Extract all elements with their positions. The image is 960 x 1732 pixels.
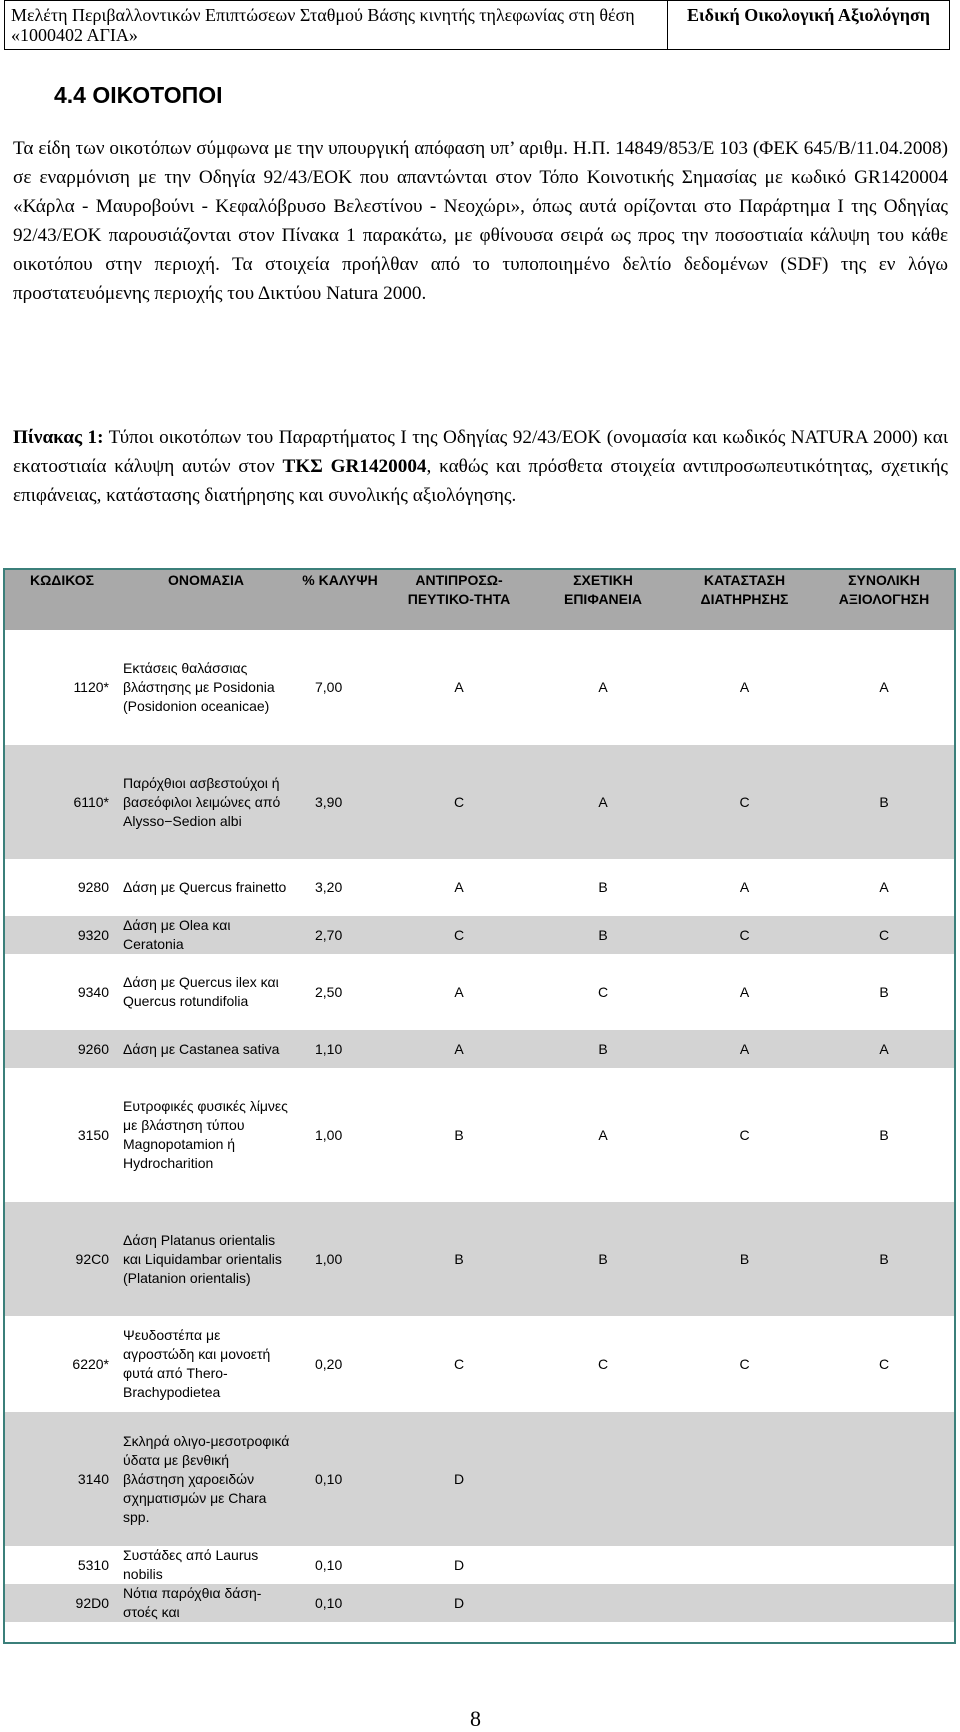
cell-cover: 0,10 (315, 1556, 343, 1573)
cell-relative-surface: B (531, 916, 675, 954)
table-row (5, 1068, 954, 1202)
col-header-representativity: ΑΝΤΙΠΡΟΣΩ-ΠΕΥΤΙΚΟ-ΤΗΤΑ (387, 570, 531, 630)
cell-name: Δάση με Quercus ilex και Quercus rotundifolia (123, 974, 279, 1009)
cell-code: 6220* (72, 1355, 109, 1372)
cell-representativity: A (454, 983, 464, 1000)
cell-representativity: C (387, 745, 531, 859)
cell-code: 9340 (77, 983, 109, 1000)
cell-code: 5310 (77, 1556, 109, 1573)
cell-conservation: A (739, 879, 750, 895)
cell-representativity: D (387, 1412, 531, 1546)
cell-conservation: C (675, 916, 814, 954)
cell-global (814, 1546, 954, 1584)
cell-conservation (675, 1584, 814, 1622)
table-row (5, 1412, 954, 1546)
cell-global (814, 1412, 954, 1546)
table-row (5, 1316, 954, 1412)
table-caption (13, 423, 948, 510)
cell-code: 3140 (5, 1412, 119, 1546)
section-title: 4.4 ΟΙΚΟΤΟΠΟΙ (54, 82, 223, 108)
cell-global: B (879, 1126, 889, 1143)
cell-relative-surface: A (598, 1126, 608, 1143)
cell-global: B (879, 983, 889, 1000)
cell-representativity: A (387, 1030, 531, 1068)
cell-relative-surface: B (531, 1030, 675, 1068)
cell-name: Δάση με Olea και Ceratonia (119, 916, 293, 954)
cell-name: Νότια παρόχθια δάση-στοές και (119, 1584, 293, 1622)
col-header-conservation: ΚΑΤΑΣΤΑΣΗ ΔΙΑΤΗΡΗΣΗΣ (675, 570, 814, 630)
col-header-name: ΟΝΟΜΑΣΙΑ (119, 570, 293, 630)
table-row (5, 859, 954, 916)
caption-text-before: Τύποι οικοτόπων του Παραρτήματος Ι της Οδηγίας 92/43/ΕΟΚ (ονομασία και κωδικός NATURA 2000) και εκατοστιαία κάλυψη αυτών στον (13, 427, 949, 477)
cell-global: B (814, 1202, 954, 1316)
col-header-cover: % ΚΑΛΥΨΗ (293, 570, 387, 630)
cell-cover: 3,20 (315, 879, 343, 895)
cell-global (814, 1584, 954, 1622)
cell-conservation: C (675, 745, 814, 859)
cell-representativity: C (453, 1355, 465, 1372)
cell-code: 92C0 (5, 1202, 119, 1316)
cell-global: C (878, 1355, 890, 1372)
cell-conservation: A (739, 983, 750, 1000)
cell-relative-surface: C (597, 983, 609, 1000)
cell-conservation: C (739, 1355, 750, 1372)
cell-relative-surface (531, 1584, 675, 1622)
cell-global: A (879, 879, 889, 895)
cell-relative-surface (531, 1546, 675, 1584)
table-row (5, 916, 954, 954)
caption-text-after: , καθώς και πρόσθετα στοιχεία αντιπροσωπευτικότητας, σχετικής επιφάνειας, κατάστασης διατήρησης και συνολικής αξιολόγησης. (13, 456, 948, 506)
cell-name: Εκτάσεις θαλάσσιας βλάστησης με Posidonia (Posidonion oceanicae) (123, 660, 275, 714)
cell-representativity: C (387, 916, 531, 954)
cell-relative-surface: A (531, 745, 675, 859)
col-header-code: ΚΩΔΙΚΟΣ (5, 570, 119, 630)
cell-name: Παρόχθιοι ασβεστούχοι ή βασεόφιλοι λειμώνες από Alysso−Sedion albi (119, 745, 293, 859)
table-row (5, 1584, 954, 1622)
habitats-table-frame (3, 568, 956, 1644)
cell-conservation (675, 1546, 814, 1584)
cell-representativity: D (387, 1584, 531, 1622)
cell-conservation (675, 1412, 814, 1546)
cell-name: Σκληρά ολιγο-μεσοτροφικά ύδατα με βενθική βλάστηση χαροειδών σχηματισμών με Chara spp. (119, 1412, 293, 1546)
cell-relative-surface: C (597, 1355, 609, 1372)
cell-cover: 1,00 (315, 1126, 343, 1143)
cell-code: 9320 (5, 916, 119, 954)
table-row (5, 745, 954, 859)
cell-name: Δάση Platanus orientalis και Liquidambar orientalis (Platanion orientalis) (119, 1202, 293, 1316)
cell-cover: 7,00 (315, 679, 343, 695)
header-section-label: Ειδική Οικολογική Αξιολόγηση (687, 5, 930, 25)
cell-global: C (814, 916, 954, 954)
cell-cover: 0,10 (293, 1584, 387, 1622)
cell-conservation: B (675, 1202, 814, 1316)
cell-cover: 2,70 (293, 916, 387, 954)
cell-global: A (814, 1030, 954, 1068)
cell-relative-surface: A (598, 679, 608, 695)
header-document-title: Μελέτη Περιβαλλοντικών Επιπτώσεων Σταθμού Βάσης κινητής τηλεφωνίας στη θέση «1000402 ΑΓΙΑ» (5, 1, 668, 49)
cell-code: 9260 (5, 1030, 119, 1068)
col-header-relative-surface: ΣΧΕΤΙΚΗ ΕΠΙΦΑΝΕΙΑ (531, 570, 675, 630)
caption-label: Πίνακας 1: (13, 427, 104, 448)
cell-name: Δάση με Castanea sativa (119, 1030, 293, 1068)
habitats-table (5, 570, 954, 1622)
cell-relative-surface: B (598, 879, 608, 895)
cell-conservation: C (739, 1126, 750, 1143)
cell-relative-surface (531, 1412, 675, 1546)
cell-cover: 1,10 (293, 1030, 387, 1068)
page-number: 8 (470, 1706, 481, 1731)
cell-code: 9280 (77, 879, 109, 895)
cell-conservation: A (739, 679, 750, 695)
table-row (5, 954, 954, 1030)
cell-representativity: A (454, 879, 464, 895)
cell-global: A (879, 679, 889, 695)
cell-code: 92D0 (5, 1584, 119, 1622)
cell-cover: 0,10 (293, 1412, 387, 1546)
cell-global: B (814, 745, 954, 859)
cell-code: 3150 (77, 1126, 109, 1143)
cell-cover: 0,20 (315, 1355, 343, 1372)
cell-representativity: A (454, 679, 464, 695)
table-row (5, 1030, 954, 1068)
cell-name: Συστάδες από Laurus nobilis (123, 1547, 259, 1582)
page-header (4, 0, 950, 50)
intro-paragraph: Τα είδη των οικοτόπων σύμφωνα με την υπουργική απόφαση υπ’ αριθμ. Η.Π. 14849/853/Ε 103 (ΦΕΚ 645/Β/11.04.2008) σε εναρμόνιση με την Οδηγία 92/43/ΕΟΚ που απαντώνται στον Τόπο Κοινοτικής Σημασίας με κωδικό GR1420004 «Κάρλα - Μαυροβούνι - Κεφαλόβρυσο Βελεστίνου - Νεοχώρι», όπως αυτά ορίζονται στο Παράρτημα Ι της Οδηγίας 92/43/ΕΟΚ παρουσιάζονται στον Πίνακα 1 παρακάτω, με φθίνουσα σειρά ως προς την ποσοστιαία κάλυψη του κάθε οικοτόπου στην περιοχή. Τα στοιχεία προήλθαν από το τυποποιημένο δελτίο δεδομένων (SDF) της εν λόγω προστατευόμενης περιοχής του Δικτύου Natura 2000. (13, 138, 948, 304)
cell-cover: 2,50 (315, 983, 343, 1000)
table-header-row (5, 570, 954, 630)
cell-name: Ευτροφικές φυσικές λίμνες με βλάστηση τύπου Magnopotamion ή Hydrocharition (123, 1098, 288, 1171)
table-row (5, 630, 954, 745)
cell-code: 6110* (5, 745, 119, 859)
caption-site-code: ΤΚΣ GR1420004 (282, 456, 427, 477)
cell-cover: 3,90 (293, 745, 387, 859)
cell-relative-surface: B (531, 1202, 675, 1316)
cell-conservation: A (675, 1030, 814, 1068)
cell-representativity: D (453, 1556, 465, 1573)
cell-code: 1120* (73, 679, 109, 695)
cell-name: Ψευδοστέπα με αγροστώδη και μονοετή φυτά από Thero-Brachypodietea (123, 1327, 271, 1400)
cell-representativity: B (454, 1126, 464, 1143)
cell-name: Δάση με Quercus frainetto (123, 879, 287, 895)
table-row (5, 1546, 954, 1584)
col-header-global: ΣΥΝΟΛΙΚΗ ΑΞΙΟΛΟΓΗΣΗ (814, 570, 954, 630)
cell-representativity: B (387, 1202, 531, 1316)
cell-cover: 1,00 (293, 1202, 387, 1316)
table-row (5, 1202, 954, 1316)
